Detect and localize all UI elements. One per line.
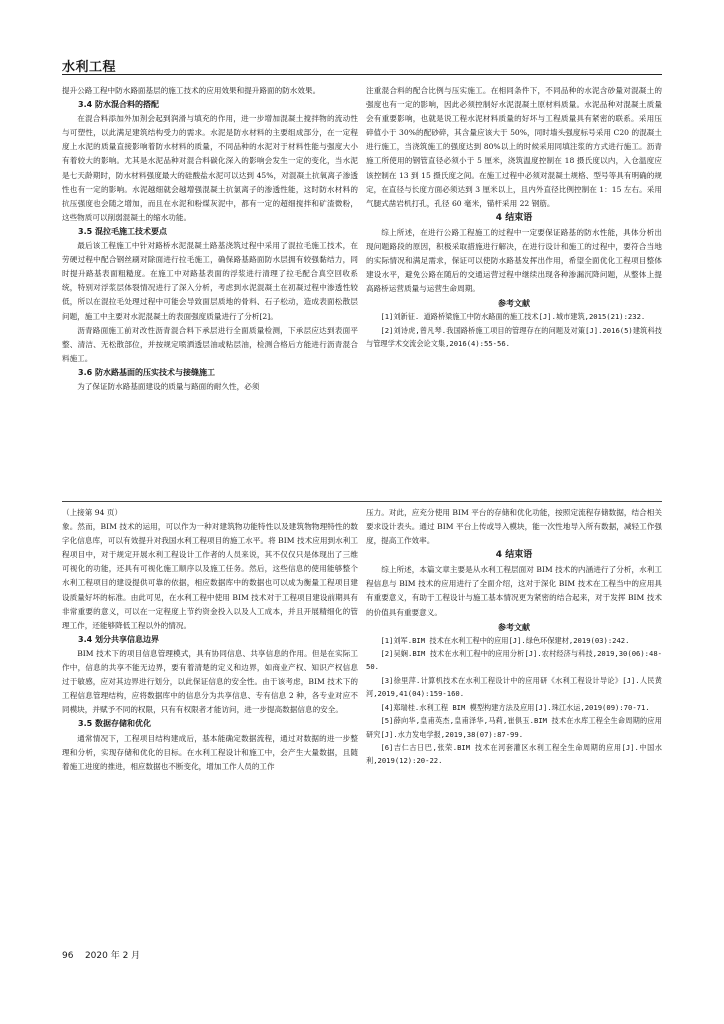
paragraph: 沥青路面施工前对改性沥青混合料下承层进行全面质量检测，下承层应达到表面平整、清洁、无松散部位，并按规定喷洒透层油或粘层油，检测合格后方能进行沥青混合料施工。 [62,325,358,363]
column-bottom-right [366,506,662,768]
reference-item: [3]徐里萍.计算机技术在水利工程设计中的应用研《水利工程设计导论》[J].人民黄河,2019,41(04):159-160. [366,675,662,699]
reference-item: [2]刘诗虎,曾凡琴.我国路桥施工项目的管理存在的问题及对策[J].2016(5)建筑科技与管理学术交流会论文集,2016(4):55-56. [366,325,662,349]
paragraph: 综上所述，本篇文章主要是从水利工程层面对 BIM 技术的内涵进行了分析，水利工程信息与 BIM 技术的应用进行了全面介绍，这对于深化 BIM 技术在工程当中的应用具有重要意义，有助于工程设计与施工基本情况更为紧密的结合起来，对于发挥 BIM 技术的价值具有重要意义。 [366,565,662,617]
paragraph: 最后该工程施工中针对路桥水泥混凝土路基浇筑过程中采用了混拉毛施工技术，在劳硬过程中配合钢丝刷对除面进行拉毛施工，确保路基路面防水层拥有较强黏结力，同时提升路基表面粗糙度。在施工中对路基表面的浮浆进行清理了拉毛配合真空回收系统，特别对浮浆层体裂情况进行了深入分析，考虑到水泥混凝土在初凝过程中渗透性较低，所以在混拉毛处理过程中可能会导致面层质地的骨料、石子松动，造成表面松散层问题，施工中主要对水泥混凝土的表面强度质量进行了分析[2]。 [62,241,358,321]
reference-item: [6]吉仁古日巴,张荣.BIM 技术在河套灌区水利工程全生命周期的应用[J].中国水利,2019(12):20-22. [366,742,662,766]
reference-item: [2]吴娴.BIM 技术在水利工程中的应用分析[J].农村经济与科技,2019,30(06):48-50. [366,649,662,672]
references-title: 参考文献 [498,621,530,632]
paragraph: BIM 技术下的项目信息管理模式，具有协同信息、共享信息的作用。但是在实际工作中，信息的共享不能无边界，要有着清楚的定义和边界，如商业产权、知识产权信息过于敏感，应对其边界进行划分，以此保证信息的安全性。由于该考虑，BIM 技术下的工程信息管理结构，应将数据库中的信息分为共享信息、专有信息 2 种，各专业对应不同模块，并赋予不同的权限，只有有权限者才能访问，进一步提高数据信息的安全。 [62,648,358,715]
paragraph: 通常情况下，工程项目结构建成后，基本能确定数据流程，通过对数据的进一步整理和分析，实现存储和优化的目标。在水利工程设计和施工中，会产生大量数据，且随着施工进度的推进，相应数据也不断变化，增加工作人员的工作 [62,733,358,771]
paragraph: 综上所述，在进行公路工程施工的过程中一定要保证路基的防水性能，具体分析出现问题路段的原因，积极采取措施进行解决，在进行设计和施工的过程中，要符合当地的实际情况和满足需求，保证可以使防水路基发挥出作用，希望全面优化工程项目整体建设水平，避免公路在随后的交通运营过程中继续出现各种渗漏沉降问题，从整体上提高路桥运营质量与运营生命周期。 [366,227,662,294]
paragraph: 提升公路工程中防水路面基层的施工技术的应用效果和提升路面的防水效果。 [62,86,321,95]
column-bottom-left [62,506,358,774]
header-rule [62,74,662,75]
article-divider [62,501,662,502]
paragraph: 象。然而，BIM 技术的运用，可以作为一种对建筑物功能特性以及建筑物物理特性的数字化信息库，可以有效提升对我国水利工程项目的施工水平。将 BIM 技术应用到水利工程项目中，对于规定开展水利工程设计工作者的人员来说，其不仅仅只是体现出了三维可视化的功能，还具有可视化施工顺序以及施工任务。然后，这些信息的使用能够整个水利工程项目的建设提供可靠的依据，相应数据库中的数据也可以成为衡量工程项目建设质量好坏的标准。由此可见，在水利工程中使用 BIM 技术对于工程项目建设前期具有非常重要的意义，可以在一定程度上节约资金投入以及人工成本，并且开展精细化的管理工作，还能够降低工程以外的情况。 [62,522,358,630]
section-heading: 4 结束语 [495,550,533,561]
journal-title: 水利工程 [62,60,117,75]
section-heading: 3.4 划分共享信息边界 [78,634,159,644]
section-heading: 3.6 防水路基面的压实技术与接缝施工 [78,367,215,377]
column-top-left [62,84,358,394]
page-number: 96 [62,951,74,961]
paragraph: 在混合料添加外加剂会起到润滑与填充的作用，进一步增加混凝土搅拌物的流动性与可塑性，以此满足建筑结构受力的需求。水泥是防水材料的主要组成部分，在一定程度上水泥的质量直接影响着防水材料的质量，不同品种的水泥对于材料性能与强度大小有着较大的影响。尤其是水泥品种对混合料碳化深入的影响会发生一定的变化，当水泥是七天龄期时，防水材料强度最大的硅酸盐水泥可以达到 45%，对混凝土抗氧离子渗透性也有一定的影响。水泥越细就会越增强混凝土抗氯离子的渗透性能，这时防水材料的抗压强度也会随之增加，而且在水泥和粉煤灰泥中，都有一定的超细搅拌和矿渣微粉，这些物质可以削弱混凝土的缩水功能。 [62,114,358,222]
section-heading: 3.4 防水混合料的搭配 [78,100,159,110]
continuation-note: （上接第 94 页） [62,508,123,517]
reference-item: [4]郑瑞桂.水利工程 BIM 模型构建方法及应用[J].珠江水运,2019(09):70-71. [380,702,650,712]
references-title: 参考文献 [498,298,530,309]
column-top-right [366,84,662,351]
reference-item: [1]刘军.BIM 技术在水利工程中的应用[J].绿色环保建材,2019(03):242. [380,635,630,645]
paragraph: 为了保证防水路基面建设的质量与路面的耐久性，必须 [77,381,260,391]
reference-item: [1]刘新征. 道路桥梁施工中防水路面的施工技术[J].城市建筑,2015(21):232. [380,312,646,322]
paragraph: 压力。对此，应充分使用 BIM 平台的存储和优化功能，按照定流程存储数据，结合相关要求设计表头。通过 BIM 平台上传或导入模块，能一次性地导入所有数据，减轻工作强度，提高工作效率。 [366,508,662,546]
page-footer [62,948,140,961]
paragraph: 注重混合料的配合比例与压实施工。在相同条件下，不同品种的水泥含砂量对混凝土的强度也有一定的影响，因此必须控制好水泥混凝土原材料质量。水泥品种对混凝土质量会有重要影响，也就是说工程水泥材料质量的好坏与工程质量具有紧密的联系。采用压碎值小于 30%的配砂碎，其含量应该大于 50%，同时墙头强度标号采用 C20 的混凝土进行施工，当浇筑施工的强度达到 80%以上的时候采用同填注浆的方式进行施工。沥青施工所使用的钢管直径必须小于 5 厘米，浇筑温度控制在 18 摄氏度以内，入仓温度应该控制在 13 到 15 摄氏度之间。在施工过程中必须对混凝土规格、型号等具有明确的规定，在直径与长度方面必须达到 3 厘米以上，且内外直径比例控制在 1：15 左右。采用气腿式凿岩机打孔，孔径 60 毫米，锚杆采用 22 钢筋。 [366,86,662,208]
section-heading: 3.5 混拉毛施工技术要点 [78,226,167,236]
reference-item: [5]薛向华,皇甫英杰,皇甫泽华,马莉,崔俱玉.BIM 技术在水库工程全生命周期的应用研究[J].水力发电学报,2019,38(07):87-99. [366,716,662,739]
section-heading: 4 结束语 [495,212,533,223]
issue-date: 2020 年 2 月 [84,951,141,961]
section-heading: 3.5 数据存储和优化 [78,719,151,729]
